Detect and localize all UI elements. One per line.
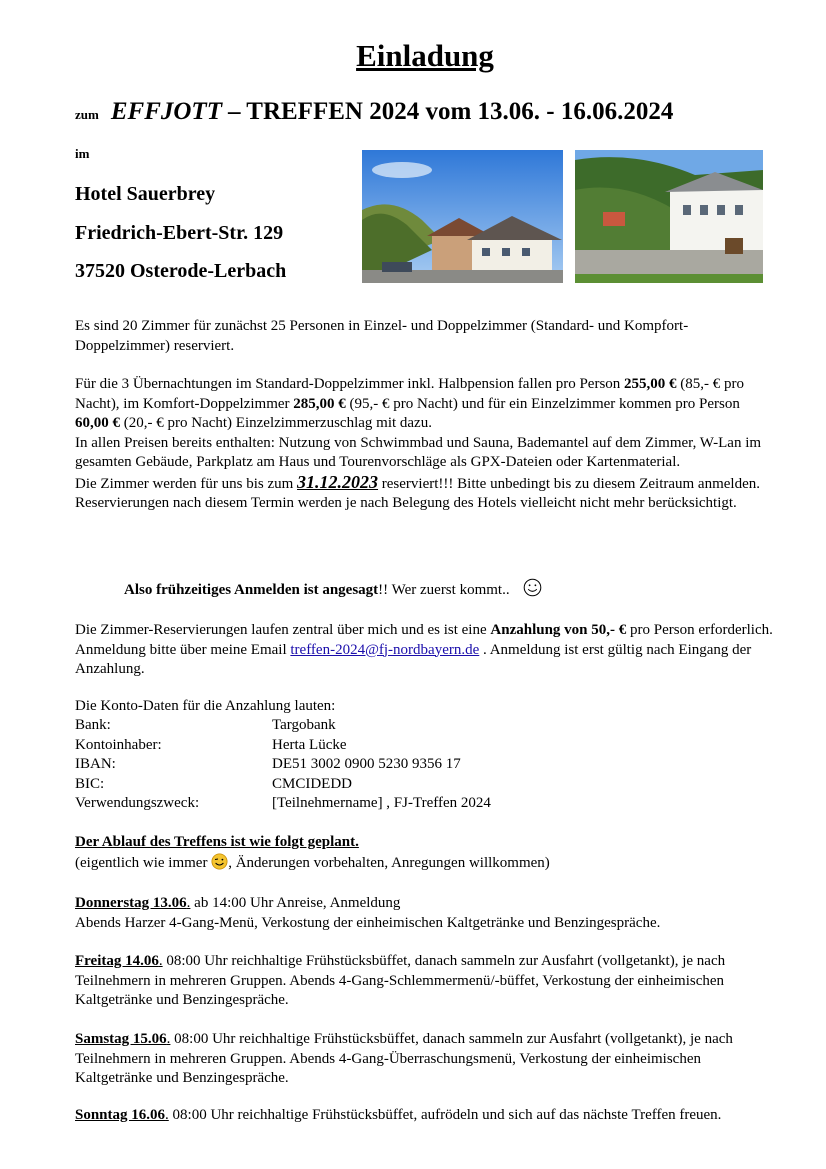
early-rest: !! Wer zuerst kommt.. (378, 582, 510, 598)
prices-text-2: (85,- € pro Nacht), im Komfort-Doppelzimmer (75, 376, 745, 412)
schedule-heading: Der Ablauf des Treffens ist wie folgt geplant. (75, 834, 359, 850)
bank-row (75, 794, 491, 814)
prices-paragraph (75, 375, 775, 514)
deposit-amount: Anzahlung von 50,- € (490, 622, 627, 638)
schedule-day-sunday (75, 1106, 775, 1126)
smiley-icon (523, 578, 542, 597)
deadline-text-1: Die Zimmer werden für uns bis zum (75, 475, 298, 492)
subtitle-zum: zum (75, 107, 99, 122)
bank-row (75, 775, 352, 795)
price-single-surcharge: 60,00 € (75, 415, 120, 431)
hotel-street: Friedrich-Ebert-Str. 129 (75, 222, 284, 244)
day-text: 08:00 Uhr reichhaltige Frühstücksbüffet, danach sammeln zur Ausfahrt (vollgetankt), je nach Teilnehmern in mehreren Gruppen. Abends 4-Gang-Schlemmermenü/-büffet, Verkostung der einheimischen Kaltgetränke und Benzingespräche. (75, 953, 726, 1008)
schedule-day-thursday (75, 894, 775, 933)
deposit-text-2: pro Person erforderlich. Anmeldung bitte über meine Email (75, 622, 773, 658)
deposit-text-1: Die Zimmer-Reservierungen laufen zentral über mich und es ist eine (75, 622, 491, 638)
schedule-note-b: , Änderungen vorbehalten, Anregungen willkommen) (228, 855, 550, 871)
day-dot: . (166, 1031, 171, 1047)
day-label: Donnerstag 13.06 (75, 895, 187, 911)
bank-row (75, 716, 336, 736)
day-text: 08:00 Uhr reichhaltige Frühstücksbüffet, danach sammeln zur Ausfahrt (vollgetankt), je nach Teilnehmern in mehreren Gruppen. Abends 4-Gang-Überraschungsmenü, Verkostung der einheimischen Kaltgetränke und Benzingespräche. (75, 1031, 733, 1086)
subtitle-club-name: EFFJOTT (110, 98, 222, 125)
day-dot: . (158, 953, 163, 969)
bank-value: [Teilnehmername] , FJ-Treffen 2024 (272, 795, 491, 811)
hotel-photo-parking (575, 150, 763, 283)
deposit-paragraph (75, 621, 775, 680)
day-dot: . (186, 895, 191, 911)
subtitle-dates: – TREFFEN 2024 vom 13.06. - 16.06.2024 (227, 98, 674, 125)
day-label: Sonntag 16.06 (75, 1107, 166, 1123)
bank-label: Verwendungszweck: (75, 795, 200, 811)
bank-label: Bank: (75, 717, 111, 733)
day-label: Freitag 14.06 (75, 953, 159, 969)
day-text-2: Abends Harzer 4-Gang-Menü, Verkostung der einheimischen Kaltgetränke und Benzingespräche. (75, 914, 661, 931)
bank-label: BIC: (75, 776, 105, 792)
early-bold: Also frühzeitiges Anmelden ist angesagt (124, 582, 379, 598)
schedule-day-friday (75, 952, 775, 1011)
intro-paragraph: Es sind 20 Zimmer für zunächst 25 Personen in Einzel- und Doppelzimmer (Standard- und Kompfort-Doppelzimmer) reserviert. (75, 318, 689, 354)
bank-intro: Die Konto-Daten für die Anzahlung lauten: (75, 698, 336, 714)
bank-value: DE51 3002 0900 5230 9356 17 (272, 756, 461, 772)
wink-emoji-icon (211, 853, 228, 870)
schedule-note-a: (eigentlich wie immer (75, 855, 212, 871)
schedule-note (75, 852, 550, 874)
price-standard: 255,00 € (624, 376, 677, 392)
bank-row (75, 755, 461, 775)
deadline-date: 31.12.2023 (297, 471, 379, 492)
hotel-city: 37520 Osterode-Lerbach (75, 260, 287, 282)
price-komfort: 285,00 € (293, 395, 346, 412)
page-title: Einladung (356, 38, 494, 73)
prices-text-4: (20,- € pro Nacht) Einzelzimmerzuschlag mit dazu. (120, 415, 432, 431)
bank-value: CMCIDEDD (272, 776, 353, 792)
bank-value: Targobank (272, 717, 336, 733)
deadline-text-2: reserviert!!! Bitte unbedingt bis zu diesem Zeitraum anmelden. Reservierungen nach diesem Termin werden je nach Belegung des Hotels vielleicht nicht mehr berücksichtigt. (75, 475, 760, 511)
bank-row (75, 736, 347, 756)
prices-text-3: (95,- € pro Nacht) und für ein Einzelzimmer kommen pro Person (345, 395, 740, 412)
hotel-photo-street (362, 150, 563, 283)
prices-text-1: Für die 3 Übernachtungen im Standard-Doppelzimmer inkl. Halbpension fallen pro Person (75, 376, 625, 392)
email-link[interactable]: treffen-2024@fj-nordbayern.de (290, 641, 480, 658)
day-label: Samstag 15.06 (75, 1031, 167, 1047)
hotel-name: Hotel Sauerbrey (75, 183, 216, 205)
day-dot: . (165, 1107, 169, 1123)
bank-label: Kontoinhaber: (75, 737, 162, 753)
schedule-day-saturday (75, 1030, 775, 1089)
deposit-text-3: . Anmeldung ist erst gültig nach Eingang der Anzahlung. (75, 641, 752, 677)
early-registration-note (124, 578, 542, 601)
included-services: In allen Preisen bereits enthalten: Nutzung von Schwimmbad und Sauna, Bademantel auf dem Zimmer, W-Lan im gesamten Gebäude, Parkplatz am Haus und Tourenvorschläge als GPX-Dateien oder Kartenmaterial. (75, 434, 762, 470)
im-label: im (75, 146, 90, 161)
day-text: ab 14:00 Uhr Anreise, Anmeldung (190, 895, 401, 911)
day-text: 08:00 Uhr reichhaltige Frühstücksbüffet, aufrödeln und sich auf das nächste Treffen freuen. (168, 1107, 722, 1123)
event-subtitle (75, 98, 673, 126)
bank-label: IBAN: (75, 756, 116, 772)
bank-value: Herta Lücke (272, 737, 347, 753)
